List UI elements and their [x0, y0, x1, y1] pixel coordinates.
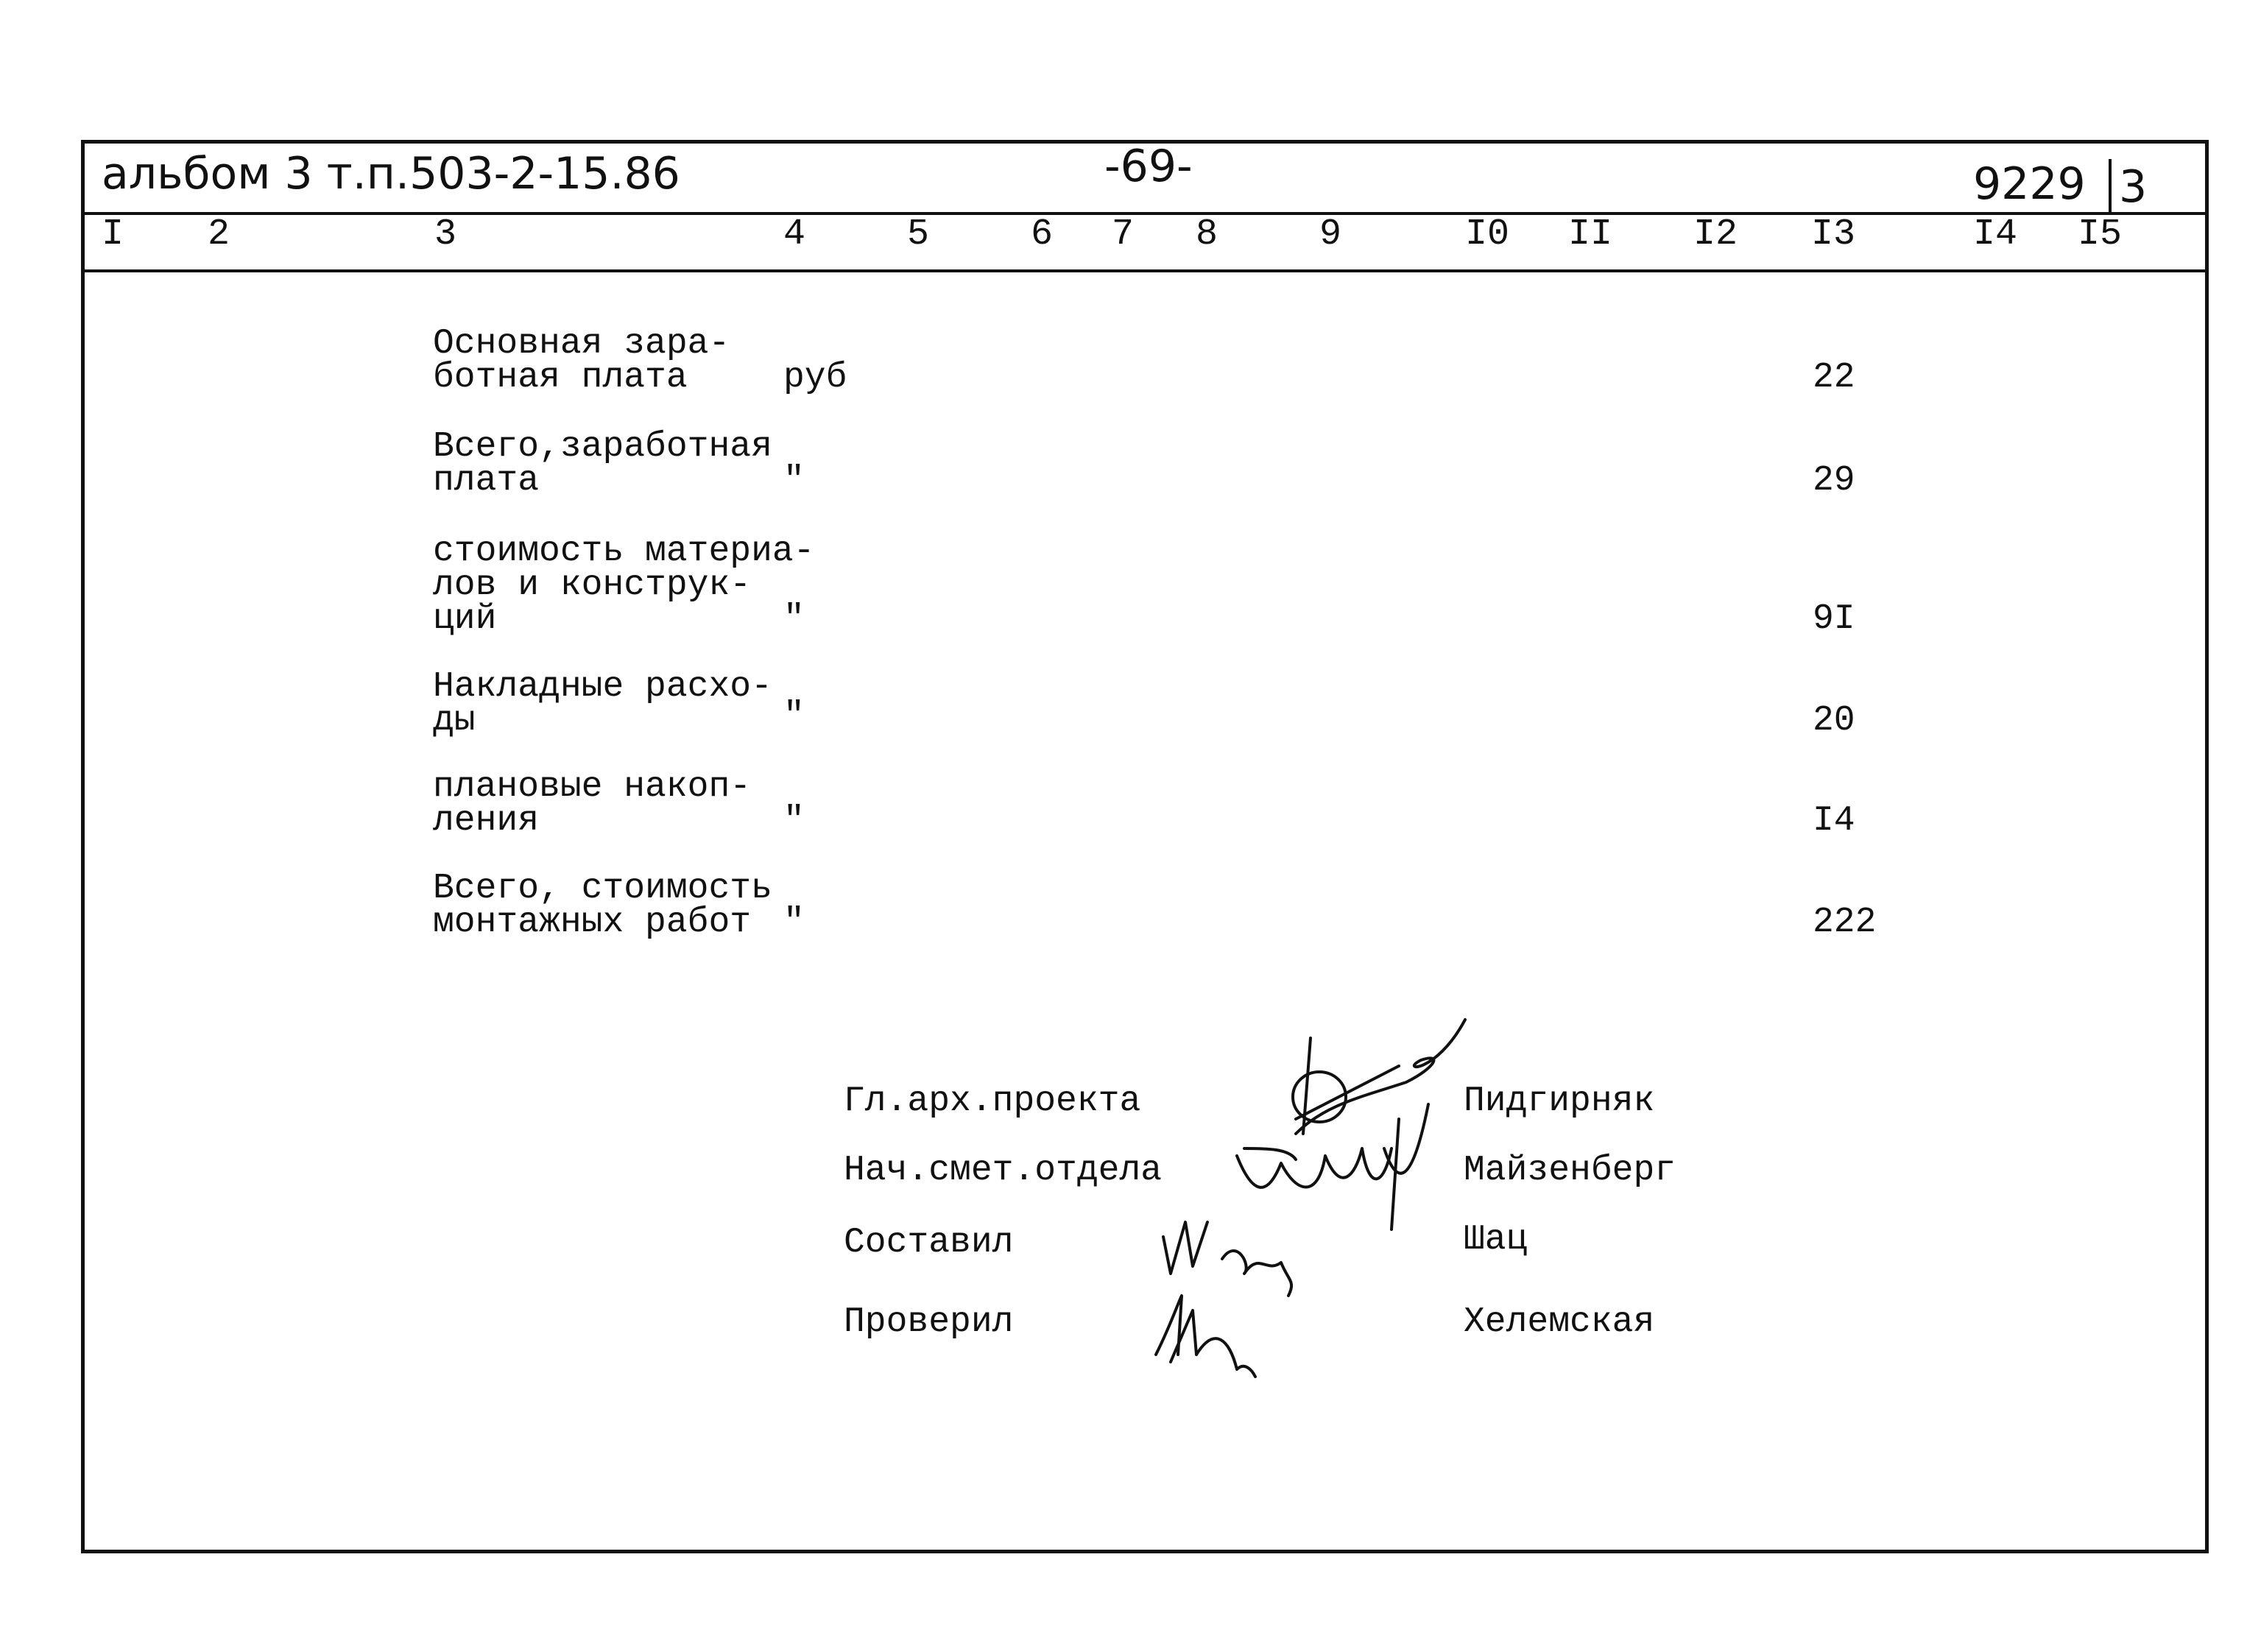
- column-number: 6: [1031, 213, 1054, 255]
- row-value: 22: [1813, 358, 1855, 398]
- column-number: I: [102, 213, 124, 255]
- row-unit: ": [783, 461, 805, 501]
- column-number: 8: [1196, 213, 1218, 255]
- signatory-name: Майзенберг: [1464, 1151, 1676, 1190]
- column-number: II: [1568, 213, 1613, 255]
- row-value: 29: [1813, 461, 1855, 501]
- signatory-role: Нач.смет.отдела: [844, 1151, 1163, 1190]
- signatory-name: Шац: [1464, 1220, 1528, 1260]
- column-number: I0: [1465, 213, 1510, 255]
- column-number: I3: [1811, 213, 1856, 255]
- column-number: 5: [907, 213, 930, 255]
- column-number: I4: [1973, 213, 2018, 255]
- column-number: 7: [1112, 213, 1135, 255]
- signatory-role: Составил: [844, 1223, 1014, 1263]
- column-number: I5: [2078, 213, 2123, 255]
- signature-compiled-by: [1163, 1222, 1291, 1296]
- signature-head-estimate-dept: [1237, 1104, 1428, 1229]
- signatory-name: Пидгирняк: [1464, 1081, 1655, 1121]
- row-label: стоимость материа- лов и конструк- ций: [433, 532, 815, 639]
- signatory-role: Проверил: [844, 1302, 1014, 1342]
- row-unit: ": [783, 903, 805, 942]
- row-unit: руб: [783, 358, 847, 398]
- column-number: I2: [1693, 213, 1738, 255]
- row-value: I4: [1813, 801, 1855, 841]
- row-label: плановые накоп- ления: [433, 767, 752, 841]
- sheet-number: 3: [2119, 161, 2148, 213]
- column-number: 2: [208, 213, 230, 255]
- signatory-role: Гл.арх.проекта: [844, 1081, 1141, 1121]
- row-unit: ": [783, 801, 805, 841]
- row-label: Основная зара- ботная плата: [433, 324, 730, 398]
- row-value: 222: [1813, 903, 1877, 942]
- album-reference: альбом 3 т.п.503-2-15.86: [102, 148, 680, 200]
- signature-chief-architect: [1293, 1020, 1465, 1134]
- row-label: Всего,заработная плата: [433, 427, 772, 501]
- row-unit: ": [783, 599, 805, 639]
- row-label: Всего, стоимость монтажных работ: [433, 869, 772, 942]
- row-value: 20: [1813, 701, 1855, 741]
- signature-checked-by: [1156, 1296, 1255, 1377]
- column-number: 9: [1319, 213, 1342, 255]
- column-number: 4: [783, 213, 806, 255]
- column-number: 3: [434, 213, 457, 255]
- page-number: -69-: [1104, 141, 1193, 192]
- row-value: 9I: [1813, 599, 1855, 639]
- document-code: 9229: [1973, 158, 2086, 210]
- row-unit: ": [783, 696, 805, 736]
- row-label: Накладные расхо- ды: [433, 667, 772, 741]
- signatory-name: Хелемская: [1464, 1302, 1655, 1342]
